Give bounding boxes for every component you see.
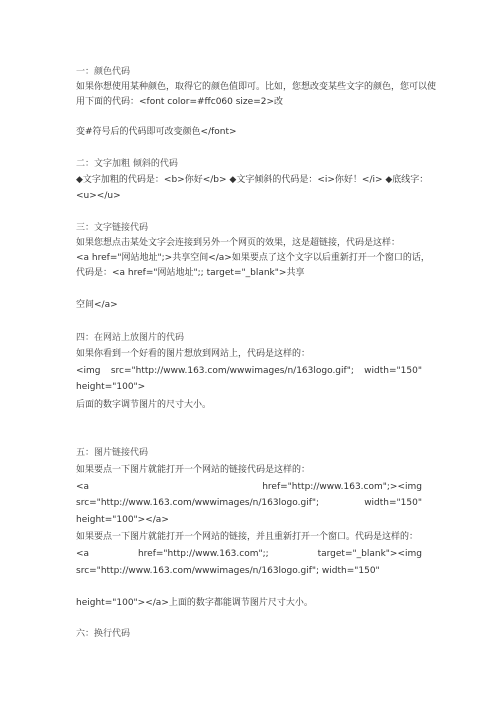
- section-5-line-1: 如果要点一下图片就能打开一个网站的链接代码是这样的：: [76, 465, 311, 475]
- section-1-line-2: 用下面的代码：<font color=#ffc060 size=2>改: [76, 97, 284, 107]
- section-4-heading: 四：在网站上放图片的代码: [76, 333, 185, 343]
- section-5-heading: 五：图片链接代码: [76, 448, 149, 458]
- section-5-line-2: [76, 481, 422, 493]
- section-1-line-1: 如果你想使用某种颜色，取得它的颜色值即可。比如，您想改变某些文字的颜色，您可以使: [76, 82, 437, 92]
- section-3-heading: 三：文字链接代码: [76, 223, 149, 233]
- section-3-line-4: 空间</a>: [76, 300, 118, 310]
- section-4-line-1: 如果你看到一个好看的图片想放到网站上，代码是这样的：: [76, 349, 311, 359]
- code-fragment: <a: [76, 482, 90, 492]
- section-3-line-3: 代码是：<a href="网站地址";; target="_blank">共享: [76, 268, 305, 278]
- code-fragment: width="150": [364, 498, 422, 508]
- section-2-line-1: ◆文字加粗的代码是：<b>你好</b> ◆文字倾斜的代码是：<i>你好！</i> ◆底线字：: [76, 175, 429, 185]
- section-5-line-6: [76, 548, 422, 560]
- code-fragment: <a: [76, 549, 90, 559]
- code-fragment: width="150": [364, 366, 422, 376]
- section-4-line-4: 后面的数字调节图片的尺寸大小。: [76, 400, 212, 410]
- code-fragment: src="http://www.163.com/wwwimages/n/163logo.gif";: [110, 366, 354, 376]
- section-5-line-4: height="100"></a>: [76, 515, 169, 525]
- code-fragment: href="http://www.163.com";><img: [262, 482, 422, 492]
- section-4-line-2: [76, 365, 422, 377]
- code-fragment: src="http://www.163.com/wwwimages/n/163logo.gif";: [76, 498, 320, 508]
- section-6-heading: 六：换行代码: [76, 629, 131, 639]
- section-2-line-2: <u></u>: [76, 191, 121, 201]
- section-1-line-3: 变#符号后的代码即可改变颜色</font>: [76, 127, 237, 137]
- code-fragment: href="http://www.163.com";;: [137, 549, 269, 559]
- section-4-line-3: height="100">: [76, 382, 146, 392]
- code-fragment: target="_blank"><img: [317, 549, 422, 559]
- section-2-heading: 二：文字加粗 倾斜的代码: [76, 159, 178, 169]
- section-5-line-3: [76, 497, 422, 509]
- section-1-heading: 一：颜色代码: [76, 67, 131, 77]
- section-5-line-8: height="100"></a>上面的数字都能调节图片尺寸大小。: [76, 598, 313, 608]
- section-3-line-1: 如果您想点击某处文字会连接到另外一个网页的效果，这是超链接，代码是这样：: [76, 238, 401, 248]
- section-5-line-5: 如果要点一下图片就能打开一个网站的链接，并且重新打开一个窗口。代码是这样的：: [76, 532, 419, 542]
- section-3-line-2: <a href="网站地址";>共享空间</a>如果要点了这个文字以后重新打开一个窗口的话，: [76, 253, 430, 263]
- section-5-line-7: src="http://www.163.com/wwwimages/n/163logo.gif"; width="150": [76, 566, 380, 576]
- code-fragment: <img: [76, 366, 101, 376]
